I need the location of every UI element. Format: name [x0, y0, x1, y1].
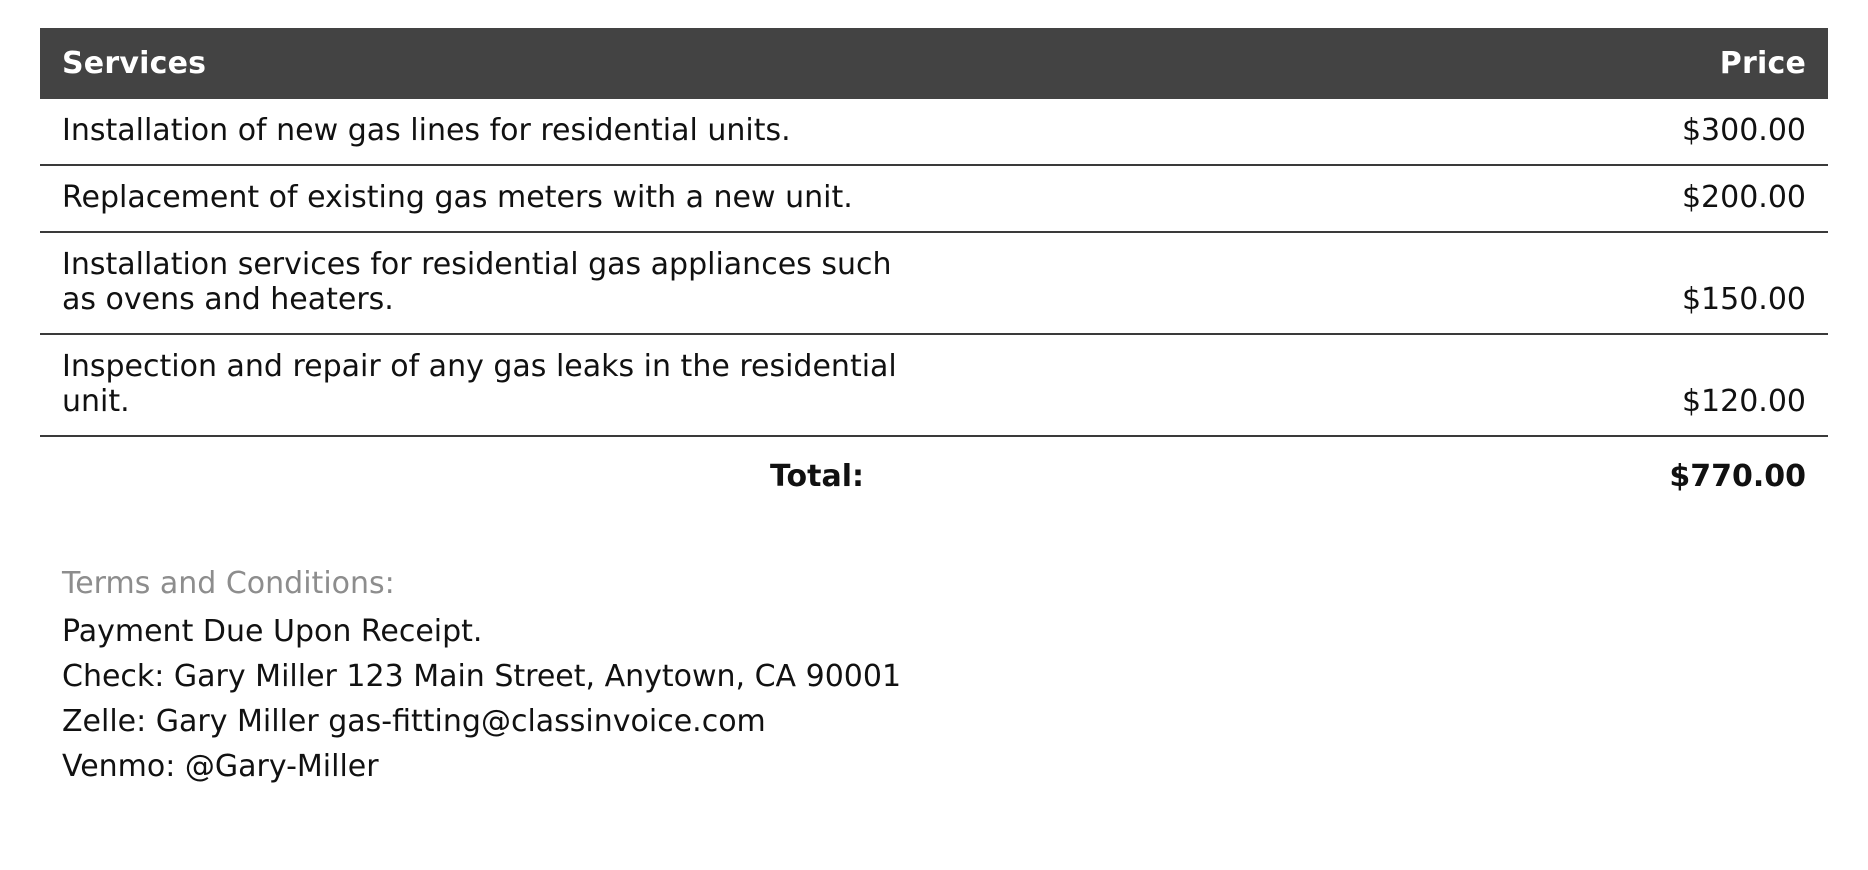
services-table-head — [40, 28, 1828, 99]
service-description: Installation services for residential gas appliances such as ovens and heaters. — [40, 232, 934, 334]
service-description: Replacement of existing gas meters with a new unit. — [40, 165, 934, 232]
table-row — [40, 165, 1828, 232]
table-header-row — [40, 28, 1828, 99]
service-description: Inspection and repair of any gas leaks in the residential unit. — [40, 334, 934, 436]
services-table-body — [40, 99, 1828, 510]
total-row — [40, 436, 1828, 510]
services-table — [40, 28, 1828, 510]
terms-line: Zelle: Gary Miller gas-fitting@classinvoice.com — [62, 704, 766, 739]
column-header-services: Services — [40, 28, 934, 99]
terms-line: Venmo: @Gary-Miller — [62, 749, 379, 784]
total-label: Total: — [770, 459, 864, 494]
column-header-price: Price — [934, 28, 1828, 99]
terms-title: Terms and Conditions: — [62, 566, 395, 601]
table-row — [40, 99, 1828, 165]
service-description: Installation of new gas lines for residential units. — [40, 99, 934, 165]
terms-line: Payment Due Upon Receipt. — [62, 614, 483, 649]
service-price: $150.00 — [934, 232, 1828, 334]
service-price: $120.00 — [934, 334, 1828, 436]
table-row — [40, 232, 1828, 334]
terms-line: Check: Gary Miller 123 Main Street, Anytown, CA 90001 — [62, 659, 902, 694]
total-value: $770.00 — [1669, 459, 1806, 494]
service-price: $300.00 — [934, 99, 1828, 165]
service-price: $200.00 — [934, 165, 1828, 232]
table-row — [40, 334, 1828, 436]
terms-and-conditions — [40, 566, 1828, 789]
